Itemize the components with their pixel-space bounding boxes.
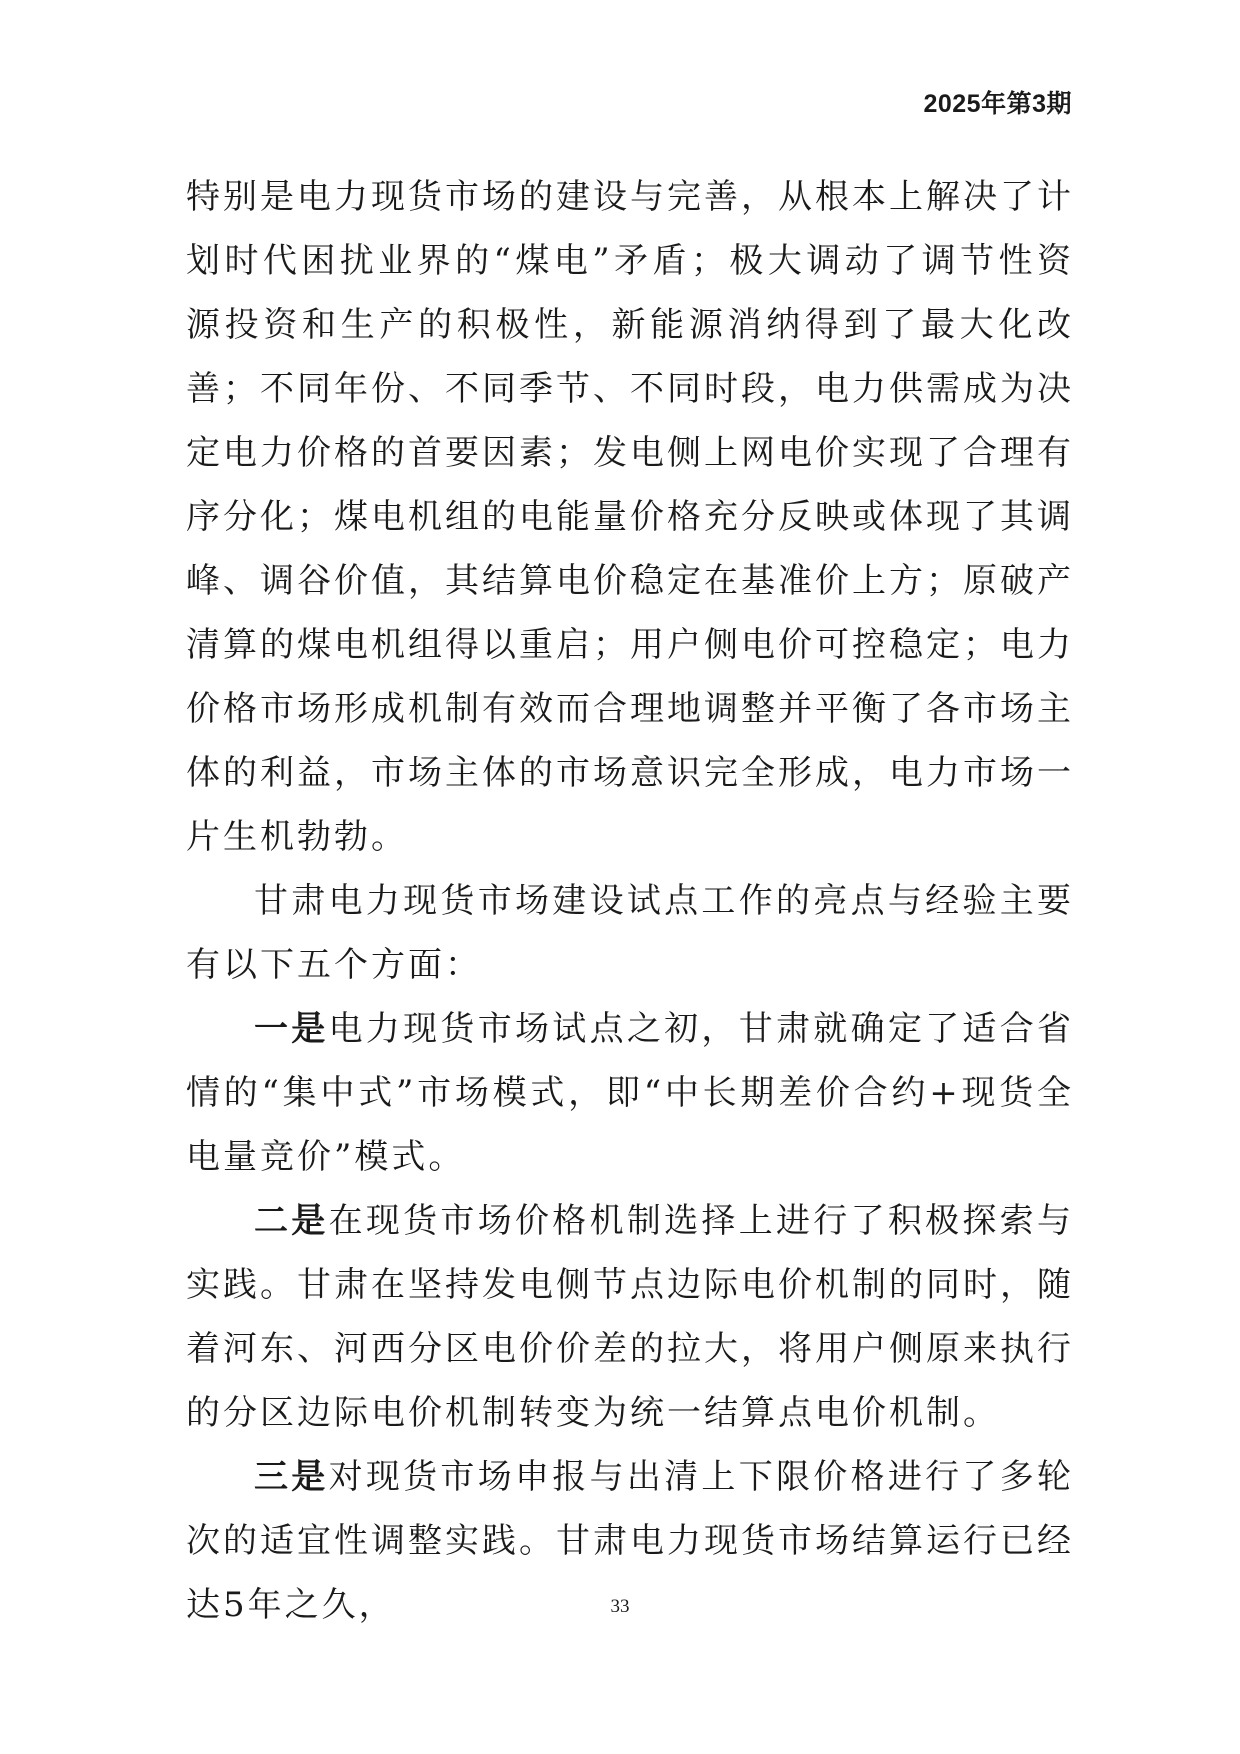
paragraph-lead: 一是 xyxy=(254,1009,329,1049)
paragraph-continuation xyxy=(186,165,1074,869)
paragraph-text: 对现货市场申报与出清上下限价格进行了多轮次的适宜性调整实践。甘肃电力现货市场结算运行已经达5年之久， xyxy=(186,1457,1075,1625)
paragraph-point-one xyxy=(186,997,1074,1189)
issue-label: 2025年第3期 xyxy=(923,90,1072,118)
article-body xyxy=(186,165,1074,1637)
paragraph-point-two xyxy=(186,1189,1074,1445)
paragraph-text: 在现货市场价格机制选择上进行了积极探索与实践。甘肃在坚持发电侧节点边际电价机制的同时，随着河东、河西分区电价价差的拉大，将用户侧原来执行的分区边际电价机制转变为统一结算点电价机制。 xyxy=(186,1201,1075,1433)
paragraph-text: 甘肃电力现货市场建设试点工作的亮点与经验主要有以下五个方面： xyxy=(186,881,1074,985)
paragraph-intro xyxy=(186,869,1074,997)
paragraph-text: 特别是电力现货市场的建设与完善，从根本上解决了计划时代困扰业界的“煤电”矛盾；极大调动了调节性资源投资和生产的积极性，新能源消纳得到了最大化改善；不同年份、不同季节、不同时段，电力供需成为决定电力价格的首要因素；发电侧上网电价实现了合理有序分化；煤电机组的电能量价格充分反映或体现了其调峰、调谷价值，其结算电价稳定在基准价上方；原破产清算的煤电机组得以重启；用户侧电价可控稳定；电力价格市场形成机制有效而合理地调整并平衡了各市场主体的利益，市场主体的市场意识完全形成，电力市场一片生机勃勃。 xyxy=(186,177,1074,857)
paragraph-text: 电力现货市场试点之初，甘肃就确定了适合省情的“集中式”市场模式，即“中长期差价合约+现货全电量竞价”模式。 xyxy=(186,1009,1075,1177)
paragraph-lead: 三是 xyxy=(254,1457,329,1497)
page-number: 33 xyxy=(610,1596,630,1617)
paragraph-lead: 二是 xyxy=(254,1201,329,1241)
